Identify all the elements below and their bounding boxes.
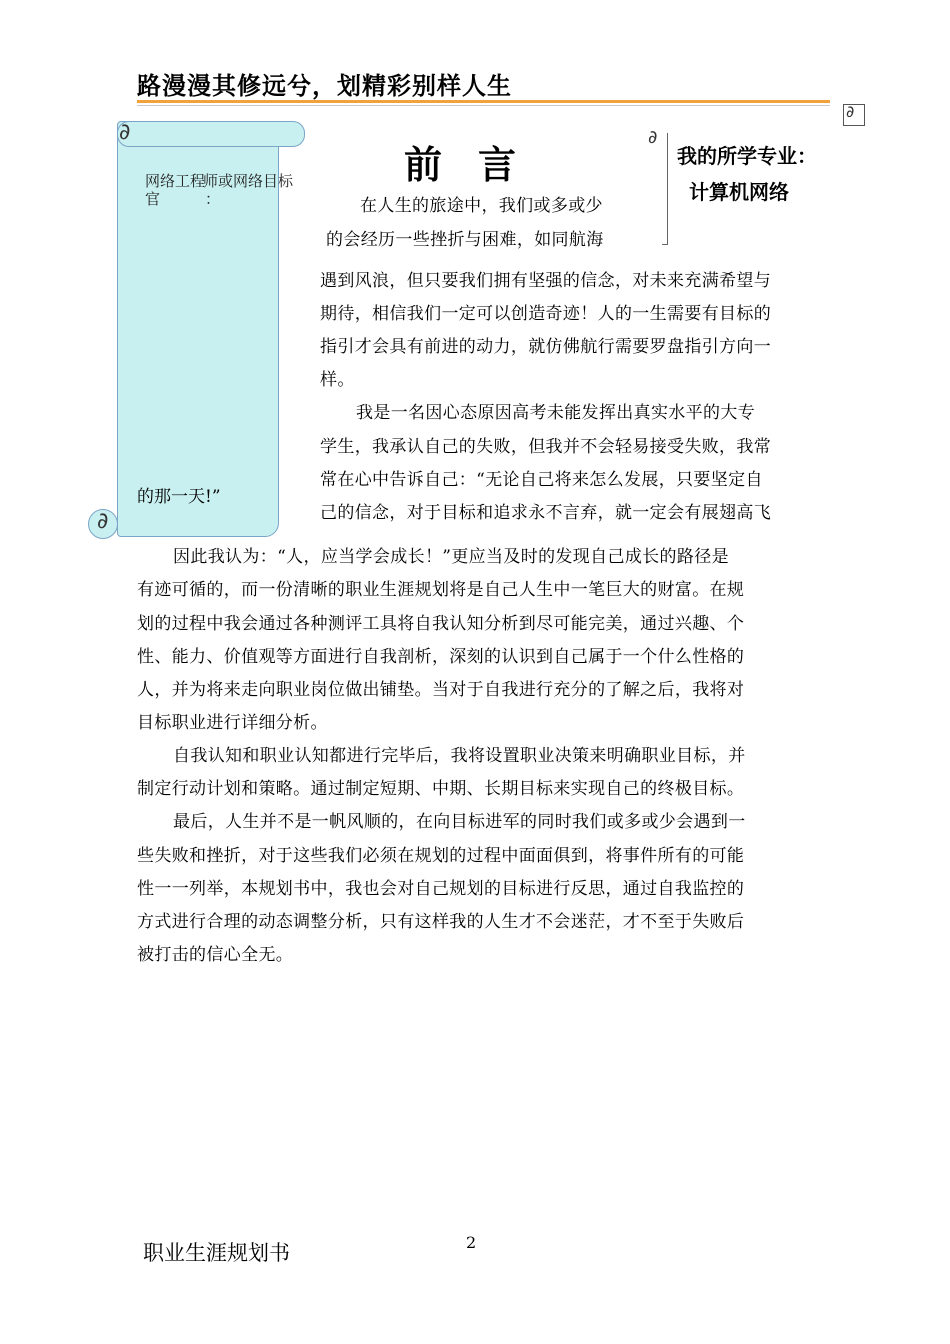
body-line: 性一一列举，本规划书中，我也会对自己规划的目标进行反思，通过自我监控的 <box>137 879 745 899</box>
page-header-title: 路漫漫其修远兮，划精彩别样人生 <box>137 72 512 100</box>
header-accent-rule <box>137 100 830 103</box>
body-line: 最后，人生并不是一帆风顺的，在向目标进军的同时我们或多或少会遇到一 <box>173 812 746 832</box>
scroll-curl-icon: ∂ <box>97 509 109 534</box>
body-line: 制定行动计划和策略。通过制定短期、中期、长期目标来实现自己的终极目标。 <box>137 779 745 799</box>
major-value: 计算机网络 <box>689 180 789 204</box>
body-line: 样。 <box>320 370 355 390</box>
body-line: 有迹可循的，而一份清晰的职业生涯规划将是自己人生中一笔巨大的财富。在规 <box>137 580 745 600</box>
body-line: 些失败和挫折，对于这些我们必须在规划的过程中面面俱到，将事件所有的可能 <box>137 846 745 866</box>
panel-bottom-text: 的那一天!” <box>137 487 221 507</box>
callout-border-tick <box>662 244 668 245</box>
body-line: 在人生的旅途中，我们或多或少 <box>360 196 603 216</box>
corner-curl-icon: ∂ <box>843 104 865 126</box>
body-line: 划的过程中我会通过各种测评工具将自我认知分析到尽可能完美，通过兴趣、个 <box>137 614 745 634</box>
body-line: 性、能力、价值观等方面进行自我剖析，深刻的认识到自己属于一个什么性格的 <box>137 647 745 667</box>
callout-border-line <box>667 133 668 245</box>
page-number: 2 <box>466 1233 477 1252</box>
body-line: 因此我认为：“人，应当学会成长！”更应当及时的发现自己成长的路径是 <box>173 547 729 567</box>
body-line: 我是一名因心态原因高考未能发挥出真实水平的大专 <box>356 403 756 423</box>
panel-text-network: 网络工程 <box>145 172 206 190</box>
body-line: 自我认知和职业认知都进行完毕后，我将设置职业决策来明确职业目标，并 <box>173 746 746 766</box>
preface-title: 前言 <box>404 143 553 187</box>
panel-text-colon: ： <box>205 190 221 208</box>
body-line: 的会经历一些挫折与困难，如同航海 <box>326 230 604 250</box>
body-line: 遇到风浪，但只要我们拥有坚强的信念，对未来充满希望与 <box>320 271 772 291</box>
panel-text-goal: 师或网络目标 <box>203 172 294 190</box>
scroll-panel-top-roll <box>117 121 305 147</box>
body-line: 方式进行合理的动态调整分析，只有这样我的人生才不会迷茫，才不至于失败后 <box>137 912 745 932</box>
body-line: 常在心中告诉自己：“无论自己将来怎么发展，只要坚定自 <box>320 470 763 490</box>
body-line: 被打击的信心全无。 <box>137 945 294 965</box>
corner-curl-icon: ∂ <box>648 127 658 148</box>
body-line: 期待，相信我们一定可以创造奇迹！人的一生需要有目标的 <box>320 304 772 324</box>
body-line: 己的信念，对于目标和追求永不言弃，就一定会有展翅高飞 <box>320 503 772 523</box>
body-line: 目标职业进行详细分析。 <box>137 713 328 733</box>
scroll-curl-icon: ∂ <box>119 120 131 145</box>
footer-doc-title: 职业生涯规划书 <box>143 1241 290 1265</box>
body-line: 指引才会具有前进的动力，就仿佛航行需要罗盘指引方向一 <box>320 337 772 357</box>
body-line: 学生，我承认自己的失败，但我并不会轻易接受失败，我常 <box>320 437 772 457</box>
major-label: 我的所学专业： <box>677 144 817 168</box>
panel-text-officer: 官 <box>145 190 161 208</box>
body-line: 人，并为将来走向职业岗位做出铺垫。当对于自我进行充分的了解之后，我将对 <box>137 680 745 700</box>
header-thin-rule <box>137 105 830 106</box>
